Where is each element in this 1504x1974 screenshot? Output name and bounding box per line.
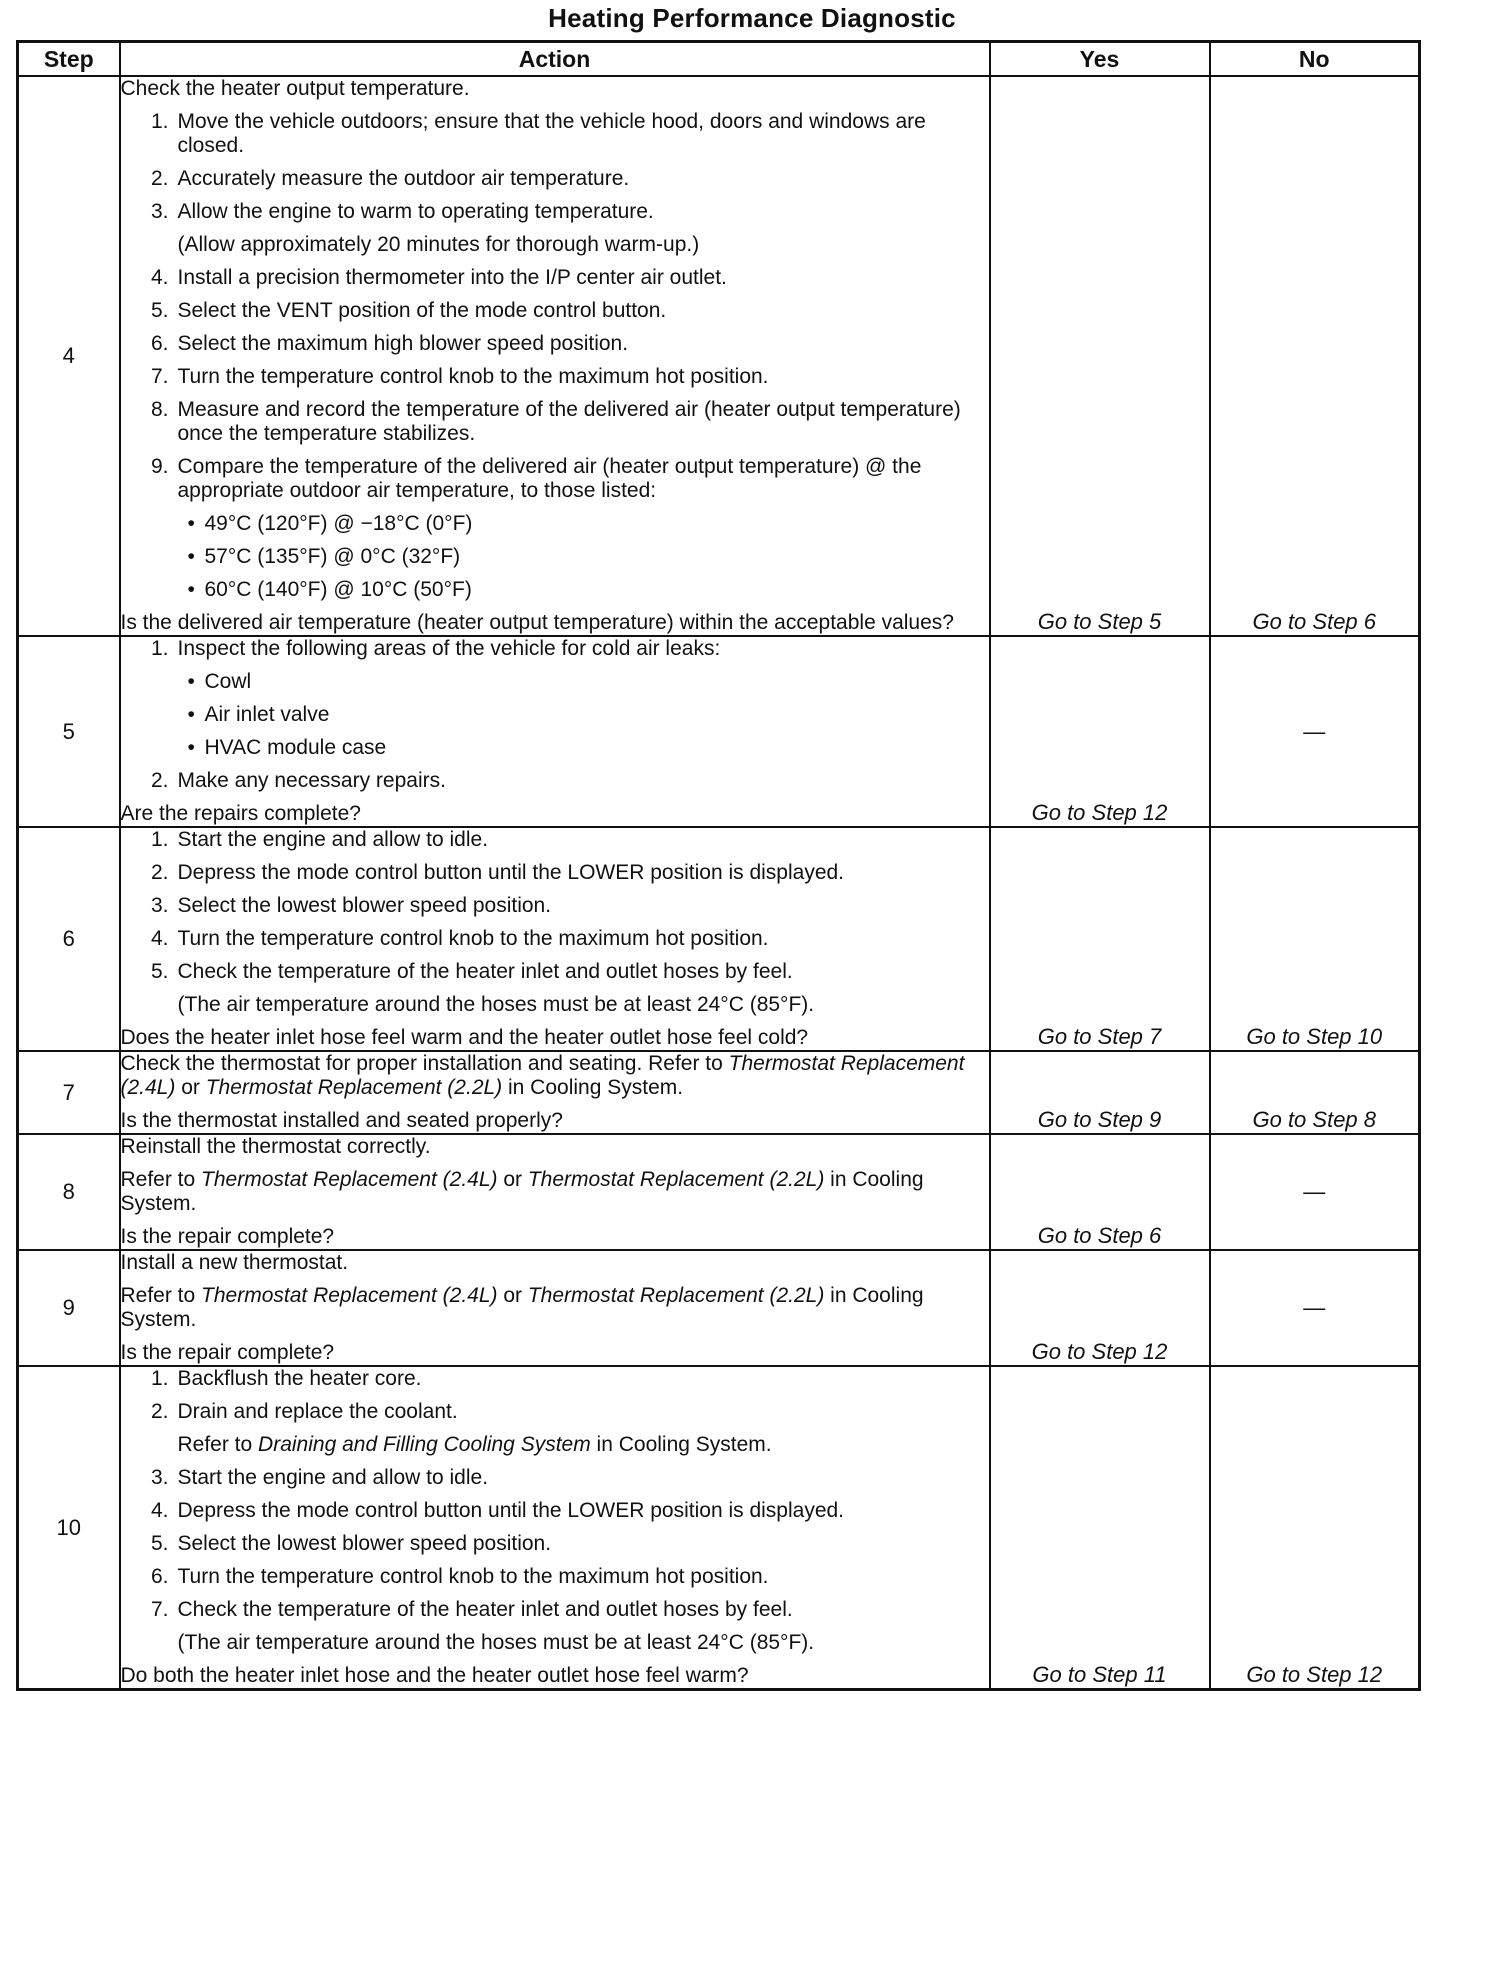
action-intro: Check the heater output temperature. [120,77,470,100]
reference-text [121,1052,989,1100]
action-cell [120,1250,990,1366]
yes-result: Go to Step 6 [990,1134,1210,1250]
step-text: Install a precision thermometer into the I/P center air outlet. [177,266,727,289]
table-row [18,1250,1420,1366]
step-index: 7. [150,365,169,388]
numbered-step [121,1598,989,1622]
action-cell [120,1051,990,1134]
numbered-step [121,1466,989,1490]
step-text: Start the engine and allow to idle. [177,1466,489,1489]
yes-result: Go to Step 7 [990,827,1210,1051]
step-index: 9. [150,455,169,478]
bullet-icon: • [187,545,195,568]
numbered-step [121,398,989,446]
step-index: 2. [150,861,169,884]
action-intro: Reinstall the thermostat correctly. [120,1135,431,1158]
numbered-step [121,266,989,290]
step-index: 3. [150,200,169,223]
numbered-step [121,167,989,191]
step-number: 4 [18,76,120,636]
step-index: 8. [150,398,169,421]
bullet-item [178,670,989,694]
header-row [18,42,1420,77]
step-index: 2. [150,769,169,792]
table-row [18,1134,1420,1250]
step-index: 6. [150,1565,169,1588]
action-cell [120,636,990,827]
step-text: Measure and record the temperature of the delivered air (heater output temperature) once the temperature stabilizes. [177,398,961,445]
action-cell [120,1366,990,1690]
step-index: 4. [150,1499,169,1522]
bullet-text: HVAC module case [204,736,387,759]
numbered-step [121,365,989,389]
table-body [18,76,1420,1690]
numbered-step [121,110,989,158]
numbered-step [121,299,989,323]
step-note: (The air temperature around the hoses must be at least 24°C (85°F). [177,993,815,1016]
no-result: Go to Step 12 [1210,1366,1420,1690]
header-no: No [1210,42,1420,77]
numbered-step [121,1400,989,1424]
step-text: Inspect the following areas of the vehicle for cold air leaks: [177,637,721,660]
step-number: 5 [18,636,120,827]
ref-link-2-2l: Thermostat Replacement (2.2L) [205,1076,503,1099]
step-index: 7. [150,1598,169,1621]
table-row [18,76,1420,636]
step-text: Make any necessary repairs. [177,769,446,792]
numbered-step [121,332,989,356]
bullet-item [178,512,989,536]
step-index: 2. [150,167,169,190]
numbered-step [121,828,989,852]
step-index: 5. [150,1532,169,1555]
ref-link-2-2l: Thermostat Replacement (2.2L) [527,1284,825,1307]
ref-text: in Cooling System. [502,1076,684,1099]
bullet-icon: • [187,670,195,693]
step-index: 6. [150,332,169,355]
step-text: Select the lowest blower speed position. [177,894,552,917]
ref-link-2-4l: Thermostat Replacement (2.4L) [201,1284,498,1307]
numbered-step [121,861,989,885]
no-result: — [1210,636,1420,827]
numbered-step [121,200,989,224]
step-text: Accurately measure the outdoor air temperature. [177,167,630,190]
ref-link: Draining and Filling Cooling System [258,1433,591,1456]
header-action: Action [120,42,990,77]
step-index: 1. [150,828,169,851]
table-row [18,1366,1420,1690]
step-number: 8 [18,1134,120,1250]
ref-text: in Cooling System. [120,1168,924,1215]
step-note: (Allow approximately 20 minutes for thorough warm-up.) [177,233,700,256]
ref-link-2-4l: Thermostat Replacement (2.4L) [201,1168,498,1191]
no-result: — [1210,1134,1420,1250]
step-number: 9 [18,1250,120,1366]
step-text: Compare the temperature of the delivered air (heater output temperature) @ the appropriate outdoor air temperature, to those listed: [177,455,922,502]
bullet-icon: • [187,512,195,535]
no-result: Go to Step 10 [1210,827,1420,1051]
yes-result: Go to Step 11 [990,1366,1210,1690]
step-index: 4. [150,266,169,289]
ref-text: Refer to [120,1284,202,1307]
step-question: Is the delivered air temperature (heater output temperature) within the acceptable values? [120,611,954,634]
action-cell [120,1134,990,1250]
step-text: Turn the temperature control knob to the maximum hot position. [177,1565,769,1588]
step-text: Allow the engine to warm to operating temperature. [177,200,654,223]
header-yes: Yes [990,42,1210,77]
numbered-step [121,927,989,951]
step-question: Do both the heater inlet hose and the heater outlet hose feel warm? [120,1664,749,1687]
step-text: Turn the temperature control knob to the maximum hot position. [177,927,769,950]
numbered-step [121,1367,989,1391]
yes-result: Go to Step 9 [990,1051,1210,1134]
bullet-item [178,703,989,727]
step-reference [178,1433,989,1457]
reference-text [121,1284,989,1332]
table-row [18,1051,1420,1134]
document-title: Heating Performance Diagnostic [548,3,956,33]
bullet-item [178,736,989,760]
ref-text: Refer to [120,1168,202,1191]
step-index: 5. [150,299,169,322]
step-index: 5. [150,960,169,983]
step-text: Move the vehicle outdoors; ensure that the vehicle hood, doors and windows are closed. [177,110,926,157]
step-index: 3. [150,894,169,917]
step-text: Turn the temperature control knob to the maximum hot position. [177,365,769,388]
ref-text: in Cooling System. [590,1433,772,1456]
bullet-text: Air inlet valve [204,703,330,726]
step-number: 6 [18,827,120,1051]
step-number: 10 [18,1366,120,1690]
numbered-step [121,894,989,918]
bullet-item [178,578,989,602]
numbered-step [121,1565,989,1589]
numbered-step [121,455,989,503]
step-question: Is the repair complete? [120,1225,335,1248]
no-result: Go to Step 6 [1210,76,1420,636]
bullet-icon: • [187,578,195,601]
ref-text: Refer to [177,1433,259,1456]
step-note: (The air temperature around the hoses must be at least 24°C (85°F). [177,1631,815,1654]
yes-result: Go to Step 12 [990,1250,1210,1366]
action-intro: Install a new thermostat. [120,1251,349,1274]
step-text: Drain and replace the coolant. [177,1400,458,1423]
step-index: 1. [150,637,169,660]
action-cell [120,76,990,636]
ref-text: or [497,1284,528,1307]
header-step: Step [18,42,120,77]
no-result: — [1210,1250,1420,1366]
table-row [18,827,1420,1051]
ref-text: in Cooling System. [120,1284,924,1331]
step-index: 4. [150,927,169,950]
yes-result: Go to Step 5 [990,76,1210,636]
action-cell [120,827,990,1051]
ref-link-2-4l: Thermostat Replacement (2.4L) [120,1052,965,1099]
ref-text: or [175,1076,206,1099]
step-question: Is the thermostat installed and seated properly? [120,1109,563,1132]
step-text: Depress the mode control button until the LOWER position is displayed. [177,861,845,884]
step-text: Select the VENT position of the mode control button. [177,299,667,322]
step-text: Check the temperature of the heater inlet and outlet hoses by feel. [177,960,793,983]
table-row [18,636,1420,827]
step-text: Depress the mode control button until the LOWER position is displayed. [177,1499,845,1522]
bullet-icon: • [187,703,195,726]
bullet-text: 49°C (120°F) @ −18°C (0°F) [204,512,473,535]
ref-link-2-2l: Thermostat Replacement (2.2L) [527,1168,825,1191]
step-text: Backflush the heater core. [177,1367,422,1390]
step-text: Select the maximum high blower speed position. [177,332,629,355]
step-index: 1. [150,110,169,133]
step-question: Does the heater inlet hose feel warm and the heater outlet hose feel cold? [120,1026,809,1049]
numbered-step [121,960,989,984]
step-index: 1. [150,1367,169,1390]
step-text: Select the lowest blower speed position. [177,1532,552,1555]
ref-text: Check the thermostat for proper installation and seating. Refer to [120,1052,729,1075]
step-text: Start the engine and allow to idle. [177,828,489,851]
step-text: Check the temperature of the heater inlet and outlet hoses by feel. [177,1598,793,1621]
bullet-item [178,545,989,569]
numbered-step [121,769,989,793]
ref-text: or [497,1168,528,1191]
no-result: Go to Step 8 [1210,1051,1420,1134]
bullet-icon: • [187,736,195,759]
yes-result: Go to Step 12 [990,636,1210,827]
numbered-step [121,637,989,661]
step-question: Is the repair complete? [120,1341,335,1364]
bullet-text: 57°C (135°F) @ 0°C (32°F) [204,545,461,568]
numbered-step [121,1532,989,1556]
numbered-step [121,1499,989,1523]
step-number: 7 [18,1051,120,1134]
bullet-text: Cowl [204,670,252,693]
diagnostic-table [16,40,1421,1691]
step-index: 2. [150,1400,169,1423]
bullet-text: 60°C (140°F) @ 10°C (50°F) [204,578,472,601]
step-question: Are the repairs complete? [120,802,361,825]
reference-text [121,1168,989,1216]
step-index: 3. [150,1466,169,1489]
